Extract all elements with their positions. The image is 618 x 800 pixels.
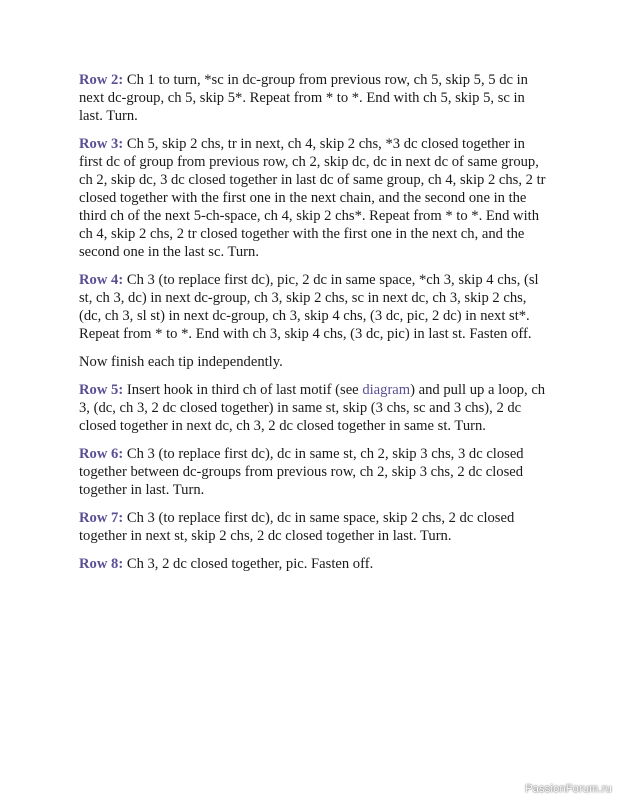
diagram-link[interactable]: diagram [362,382,411,398]
site-watermark: PassionForum.ru [525,783,612,795]
row-5-text-after: ) and pull up a loop, ch 3, (dc, ch 3, 2 dc closed together) in same st, skip (3 chs, sc and 3 chs), 2 dc closed together in next dc, ch 3, 2 dc closed together in same st. Turn. [79,382,546,434]
row-6-paragraph [79,445,547,499]
row-7-text: Ch 3 (to replace first dc), dc in same space, skip 2 chs, 2 dc closed together in next st, skip 2 chs, 2 dc closed together in last. Turn. [79,510,515,544]
row-3-label: Row 3: [79,136,124,152]
row-8-paragraph [79,555,547,573]
row-3-text: Ch 5, skip 2 chs, tr in next, ch 4, skip 2 chs, *3 dc closed together in first dc of group from previous row, ch 2, skip dc, dc in next dc of same group, ch 2, skip dc, 3 dc closed together in last dc of same group, ch 4, skip 2 chs, 2 tr closed together with the first one in the next chain, and the second one in the third ch of the next 5-ch-space, ch 4, skip 2 chs*. Repeat from * to *. End with ch 4, skip 2 chs, 2 tr closed together with the first one in the next ch, and the second one in the last sc. Turn. [79,136,546,260]
finish-note: Now finish each tip independently. [79,354,283,370]
row-5-paragraph [79,381,547,435]
row-4-text: Ch 3 (to replace first dc), pic, 2 dc in same space, *ch 3, skip 4 chs, (sl st, ch 3, dc) in next dc-group, ch 3, skip 2 chs, sc in next dc, ch 3, skip 2 chs, (dc, ch 3, sl st) in next dc-group, ch 3, skip 4 chs, (3 dc, pic, 2 dc) in next st*. Repeat from * to *. End with ch 3, skip 4 chs, (3 dc, pic) in last st. Fasten off. [79,272,539,342]
row-6-label: Row 6: [79,446,124,462]
row-4-label: Row 4: [79,272,124,288]
row-4-paragraph [79,271,547,343]
row-7-label: Row 7: [79,510,124,526]
row-6-text: Ch 3 (to replace first dc), dc in same st, ch 2, skip 3 chs, 3 dc closed together between dc-groups from previous row, ch 2, skip 3 chs, 2 dc closed together in last. Turn. [79,446,524,498]
row-8-label: Row 8: [79,556,124,572]
row-5-label: Row 5: [79,382,124,398]
row-3-paragraph [79,135,547,261]
row-5-text-before: Insert hook in third ch of last motif (see [123,382,363,398]
row-8-text: Ch 3, 2 dc closed together, pic. Fasten off. [123,556,374,572]
row-2-text: Ch 1 to turn, *sc in dc-group from previous row, ch 5, skip 5, 5 dc in next dc-group, ch 5, skip 5*. Repeat from * to *. End with ch 5, skip 5, sc in last. Turn. [79,72,528,124]
row-2-label: Row 2: [79,72,124,88]
row-7-paragraph [79,509,547,545]
row-2-paragraph [79,71,547,125]
pattern-instructions [79,71,547,583]
